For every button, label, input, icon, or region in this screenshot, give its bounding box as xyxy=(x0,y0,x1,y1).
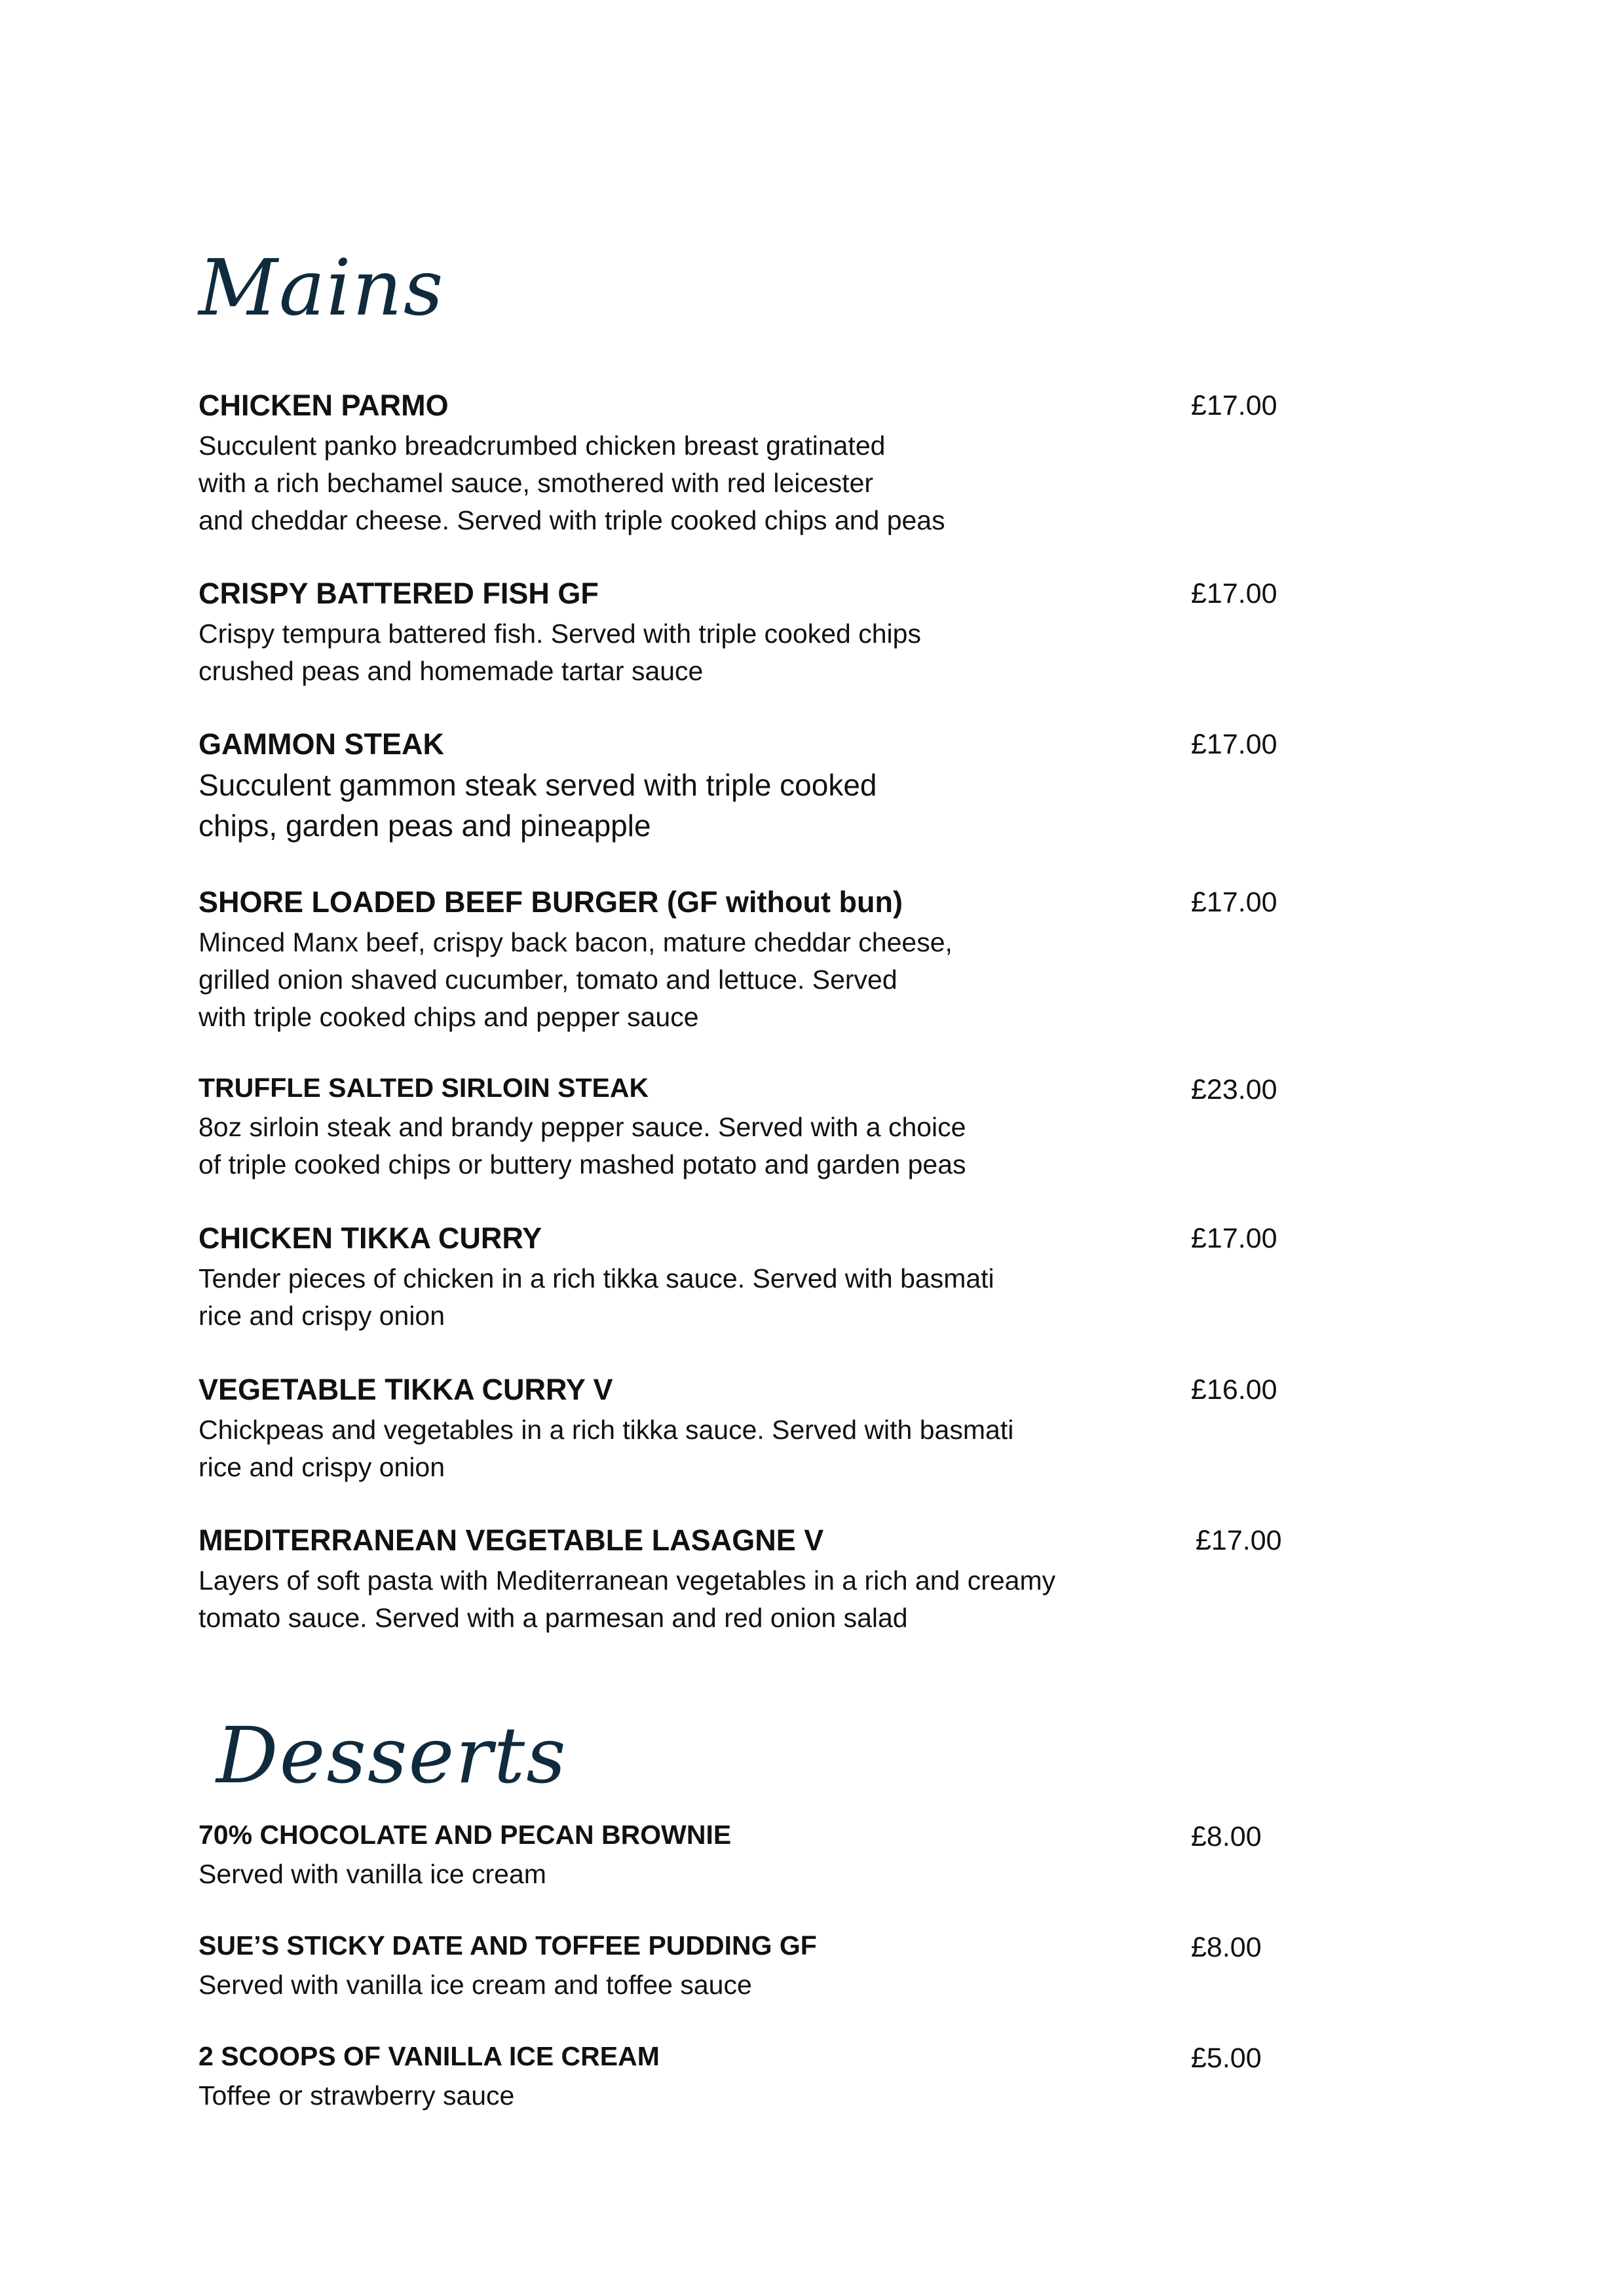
description-line: and cheddar cheese. Served with triple cooked chips and peas xyxy=(198,505,945,535)
item-price: £17.00 xyxy=(1196,1525,1282,1556)
item-price: £17.00 xyxy=(1191,1223,1277,1254)
item-description xyxy=(198,615,921,690)
item-price: £8.00 xyxy=(1191,1932,1262,1963)
item-name: CRISPY BATTERED FISH GF xyxy=(198,577,599,610)
item-name: CHICKEN PARMO xyxy=(198,389,449,422)
item-name: GAMMON STEAK xyxy=(198,727,444,761)
item-name: SUE’S STICKY DATE AND TOFFEE PUDDING GF xyxy=(198,1930,817,1961)
item-name: TRUFFLE SALTED SIRLOIN STEAK xyxy=(198,1073,649,1103)
item-description xyxy=(198,1562,1055,1637)
item-description xyxy=(198,1260,994,1335)
description-line: with triple cooked chips and pepper sauce xyxy=(198,1002,699,1032)
description-line: grilled onion shaved cucumber, tomato and lettuce. Served xyxy=(198,965,897,995)
description-line: Crispy tempura battered fish. Served with triple cooked chips xyxy=(198,619,921,649)
item-price: £17.00 xyxy=(1191,887,1277,918)
description-line: rice and crispy onion xyxy=(198,1301,445,1331)
description-line: of triple cooked chips or buttery mashed potato and garden peas xyxy=(198,1149,966,1179)
description-line: Tender pieces of chicken in a rich tikka sauce. Served with basmati xyxy=(198,1263,994,1293)
item-description xyxy=(198,427,945,539)
item-price: £17.00 xyxy=(1191,578,1277,609)
description-line: Served with vanilla ice cream and toffee sauce xyxy=(198,1970,752,2000)
item-price: £23.00 xyxy=(1191,1074,1277,1105)
item-name: 2 SCOOPS OF VANILLA ICE CREAM xyxy=(198,2041,660,2071)
description-line: Layers of soft pasta with Mediterranean vegetables in a rich and creamy xyxy=(198,1565,1056,1596)
item-price: £8.00 xyxy=(1191,1821,1262,1852)
description-line: Toffee or strawberry sauce xyxy=(198,2080,515,2111)
item-name: CHICKEN TIKKA CURRY xyxy=(198,1221,542,1255)
description-line: Succulent gammon steak served with triple cooked xyxy=(198,768,877,802)
item-name: SHORE LOADED BEEF BURGER (GF without bun) xyxy=(198,885,903,919)
item-name: VEGETABLE TIKKA CURRY V xyxy=(198,1373,613,1406)
description-line: Minced Manx beef, crispy back bacon, mature cheddar cheese, xyxy=(198,927,953,957)
item-description xyxy=(198,1856,546,1893)
item-description xyxy=(198,1966,752,2004)
description-line: chips, garden peas and pineapple xyxy=(198,809,651,843)
description-line: Succulent panko breadcrumbed chicken breast gratinated xyxy=(198,430,886,461)
description-line: Served with vanilla ice cream xyxy=(198,1859,546,1889)
item-description xyxy=(198,924,953,1036)
item-description xyxy=(198,765,877,846)
description-line: with a rich bechamel sauce, smothered with red leicester xyxy=(198,468,874,498)
item-price: £5.00 xyxy=(1191,2042,1262,2074)
mains-heading: Mains xyxy=(198,242,445,333)
item-name: MEDITERRANEAN VEGETABLE LASAGNE V xyxy=(198,1523,824,1557)
item-price: £17.00 xyxy=(1191,729,1277,760)
description-line: 8oz sirloin steak and brandy pepper sauce. Served with a choice xyxy=(198,1112,966,1142)
item-description xyxy=(198,2077,514,2114)
description-line: rice and crispy onion xyxy=(198,1452,445,1482)
description-line: tomato sauce. Served with a parmesan and red onion salad xyxy=(198,1603,908,1633)
item-price: £17.00 xyxy=(1191,390,1277,421)
item-description xyxy=(198,1109,966,1183)
item-description xyxy=(198,1411,1013,1486)
item-price: £16.00 xyxy=(1191,1374,1277,1406)
description-line: crushed peas and homemade tartar sauce xyxy=(198,656,704,686)
desserts-heading: Desserts xyxy=(216,1710,567,1801)
description-line: Chickpeas and vegetables in a rich tikka sauce. Served with basmati xyxy=(198,1415,1014,1445)
item-name: 70% CHOCOLATE AND PECAN BROWNIE xyxy=(198,1820,732,1850)
